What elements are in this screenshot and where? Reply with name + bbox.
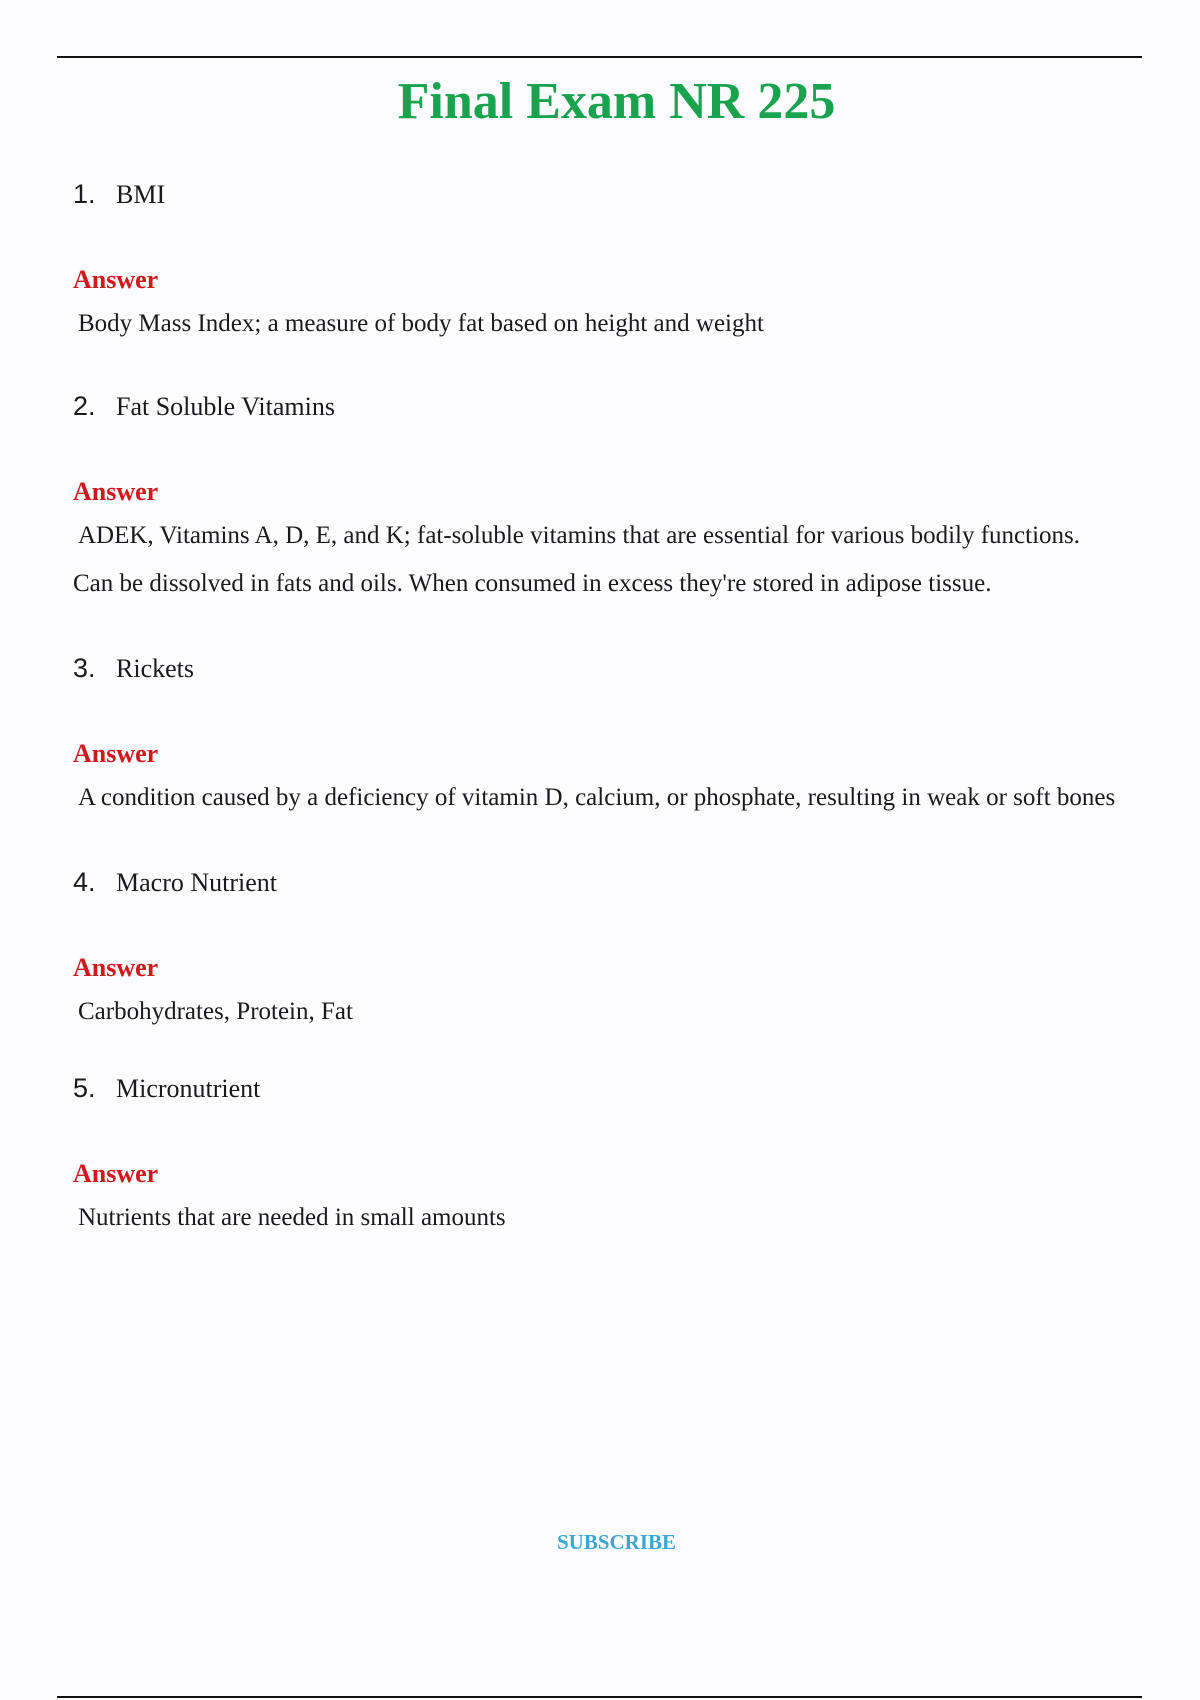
question-number: 3. <box>73 653 96 683</box>
qa-item <box>73 858 1123 1036</box>
question-text: Macro Nutrient <box>116 868 278 897</box>
question-text: Fat Soluble Vitamins <box>116 392 335 421</box>
qa-list <box>73 170 1123 1242</box>
page-title: Final Exam NR 225 <box>397 73 836 130</box>
question <box>73 858 1123 906</box>
top-divider <box>57 56 1142 58</box>
question-number: 1. <box>73 179 96 209</box>
answer-label: Answer <box>73 265 159 294</box>
question <box>73 170 1123 218</box>
answer-text: Body Mass Index; a measure of body fat based on height and weight <box>78 310 764 337</box>
qa-item <box>73 170 1123 348</box>
qa-item <box>73 644 1123 822</box>
question <box>73 382 1123 430</box>
bottom-divider <box>57 1696 1142 1698</box>
question-text: Rickets <box>116 654 194 683</box>
question-number: 5. <box>73 1073 96 1103</box>
question-text: BMI <box>116 180 166 209</box>
qa-item <box>73 382 1123 608</box>
subscribe-link[interactable]: SUBSCRIBE <box>556 1530 677 1554</box>
question-number: 4. <box>73 867 96 897</box>
qa-item <box>73 1064 1123 1242</box>
question <box>73 1064 1123 1112</box>
answer-label: Answer <box>73 477 159 506</box>
answer-text: Nutrients that are needed in small amounts <box>78 1204 506 1231</box>
question-number: 2. <box>73 391 96 421</box>
question-text: Micronutrient <box>116 1074 261 1103</box>
answer-text: A condition caused by a deficiency of vitamin D, calcium, or phosphate, resulting in weak or soft bones <box>78 784 1116 811</box>
answer-text: ADEK, Vitamins A, D, E, and K; fat-soluble vitamins that are essential for various bodily functions. Can be dissolved in fats and oils. When consumed in excess they're stored in adipose tissue. <box>73 522 1081 597</box>
answer-text: Carbohydrates, Protein, Fat <box>78 998 353 1025</box>
answer-label: Answer <box>73 1159 159 1188</box>
answer-label: Answer <box>73 953 159 982</box>
question <box>73 644 1123 692</box>
answer-label: Answer <box>73 739 159 768</box>
